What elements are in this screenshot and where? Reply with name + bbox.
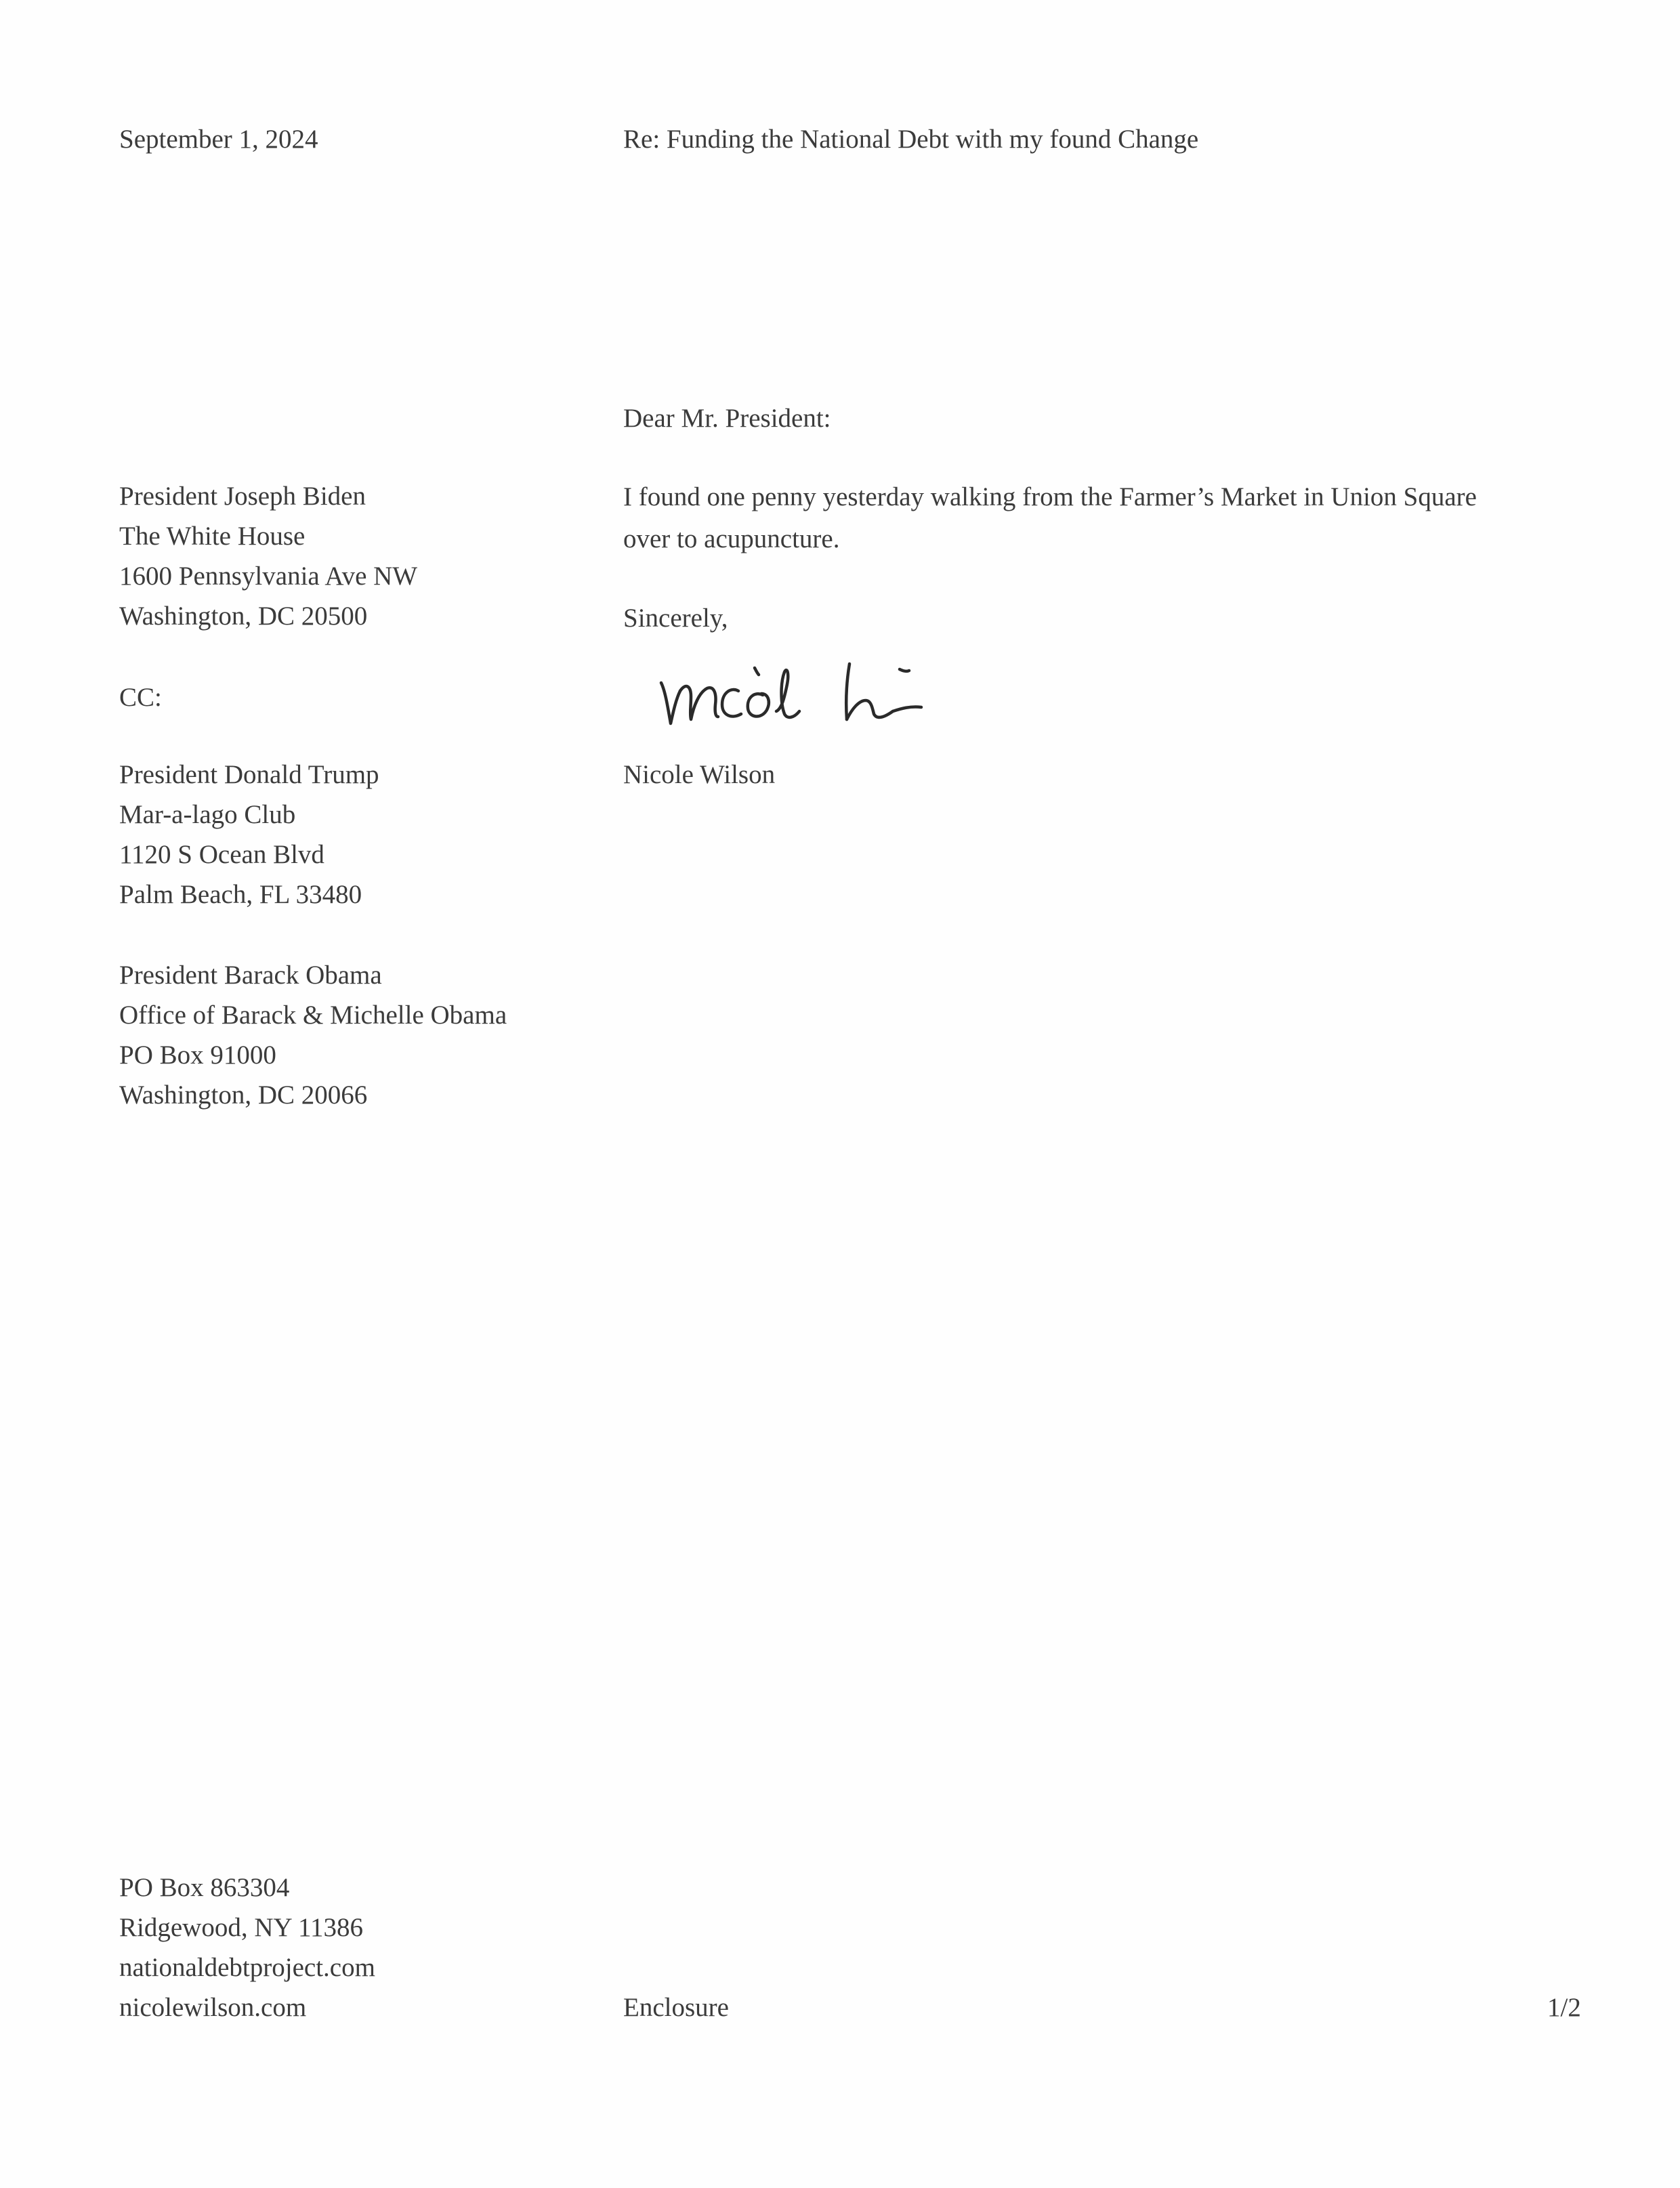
footer-line: nicolewilson.com (119, 1993, 307, 2022)
recipient-address (119, 476, 417, 636)
address-line: Office of Barack & Michelle Obama (119, 1001, 507, 1030)
page-number: 1/2 (1547, 1993, 1581, 2022)
letter-date: September 1, 2024 (119, 125, 318, 154)
address-line: Palm Beach, FL 33480 (119, 880, 362, 909)
address-line: 1600 Pennsylvania Ave NW (119, 562, 418, 591)
cc-label: CC: (119, 683, 162, 712)
footer-line: nationaldebtproject.com (119, 1953, 375, 1982)
address-line: Washington, DC 20066 (119, 1080, 368, 1110)
cc-recipient-address (119, 755, 379, 914)
footer-line: PO Box 863304 (119, 1873, 290, 1902)
body-line: over to acupuncture. (623, 524, 840, 553)
address-line: The White House (119, 522, 306, 551)
enclosure-note: Enclosure (623, 1993, 729, 2022)
salutation: Dear Mr. President: (623, 404, 831, 433)
address-line: President Joseph Biden (119, 482, 366, 511)
cc-recipient-address (119, 955, 507, 1115)
closing: Sincerely, (623, 604, 728, 633)
footer-line: Ridgewood, NY 11386 (119, 1913, 364, 1942)
handwritten-signature (656, 644, 1008, 732)
address-line: Washington, DC 20500 (119, 602, 368, 631)
sender-contact-footer (119, 1868, 375, 2027)
body-line: I found one penny yesterday walking from the Farmer’s Market in Union Square (623, 482, 1477, 511)
address-line: President Barack Obama (119, 961, 382, 990)
address-line: Mar-a-lago Club (119, 800, 296, 829)
signer-name: Nicole Wilson (623, 760, 776, 789)
letter-body (623, 476, 1477, 560)
letter-subject: Re: Funding the National Debt with my found Change (623, 125, 1199, 154)
address-line: PO Box 91000 (119, 1040, 276, 1070)
address-line: 1120 S Ocean Blvd (119, 840, 324, 869)
address-line: President Donald Trump (119, 760, 379, 789)
